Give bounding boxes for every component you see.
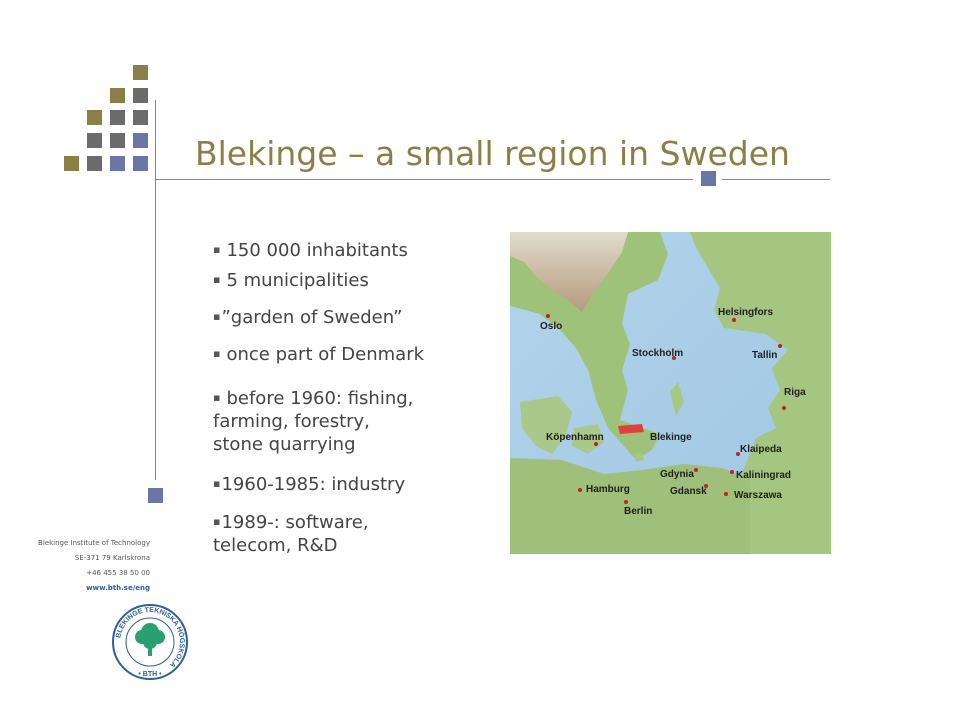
logo-ring-text: BLEKINGE TEKNISKA HÖGSKOLA (115, 606, 186, 669)
bullet-text: stone quarrying (213, 434, 356, 455)
decor-square (133, 110, 148, 125)
bullet-marker: ▪ (213, 243, 221, 256)
slide-title: Blekinge – a small region in Sweden (195, 134, 790, 173)
bullet-item (213, 386, 413, 456)
bullet-marker: ▪ (213, 347, 221, 360)
decor-square (64, 156, 79, 171)
bullet-text: 5 municipalities (226, 270, 369, 291)
city-label: Köpenhamn (546, 432, 604, 443)
bullet-item (213, 238, 408, 262)
logo-tree-trunk (148, 644, 152, 656)
footer-institution: Blekinge Institute of Technology (38, 539, 150, 547)
decor-square (133, 156, 148, 171)
bullet-item (213, 472, 405, 496)
footer-website-link[interactable]: www.bth.se/eng (86, 584, 150, 592)
city-label: Helsingfors (718, 307, 774, 318)
city-dot (730, 470, 734, 474)
bullet-item (213, 342, 424, 366)
decor-square (110, 156, 125, 171)
bullet-text: 1960-1985: industry (221, 474, 406, 495)
bullet-marker: ▪ (213, 310, 221, 323)
bullet-marker: ▪ (213, 477, 221, 490)
city-label: Berlin (624, 506, 653, 517)
city-label: Warszawa (734, 490, 782, 501)
city-label: Kaliningrad (736, 470, 792, 481)
logo-abbr: • BTH • (138, 671, 162, 678)
bullet-text: farming, forestry, (213, 411, 370, 432)
bth-logo (110, 602, 190, 682)
city-label: Oslo (540, 321, 563, 332)
decor-square (110, 110, 125, 125)
decor-square (87, 133, 102, 148)
city-dot (624, 500, 628, 504)
city-label: Blekinge (650, 432, 692, 443)
city-dot (782, 406, 786, 410)
horizontal-rule (155, 179, 693, 180)
city-dot (724, 492, 728, 496)
decor-square (701, 171, 716, 186)
city-dot (694, 468, 698, 472)
city-dot (546, 314, 550, 318)
decor-square (133, 133, 148, 148)
bullet-marker: ▪ (213, 273, 221, 286)
bullet-text: telecom, R&D (213, 535, 338, 556)
bullet-item (213, 510, 369, 557)
bullet-text: once part of Denmark (226, 344, 425, 365)
city-label: Klaipeda (740, 444, 782, 455)
city-dot (778, 344, 782, 348)
city-dot (578, 488, 582, 492)
decor-square (110, 133, 125, 148)
bullet-marker: ▪ (213, 391, 221, 404)
city-label: Stockholm (632, 348, 684, 359)
decor-square (110, 88, 125, 103)
bullet-item (213, 305, 403, 329)
footer-phone: +46 455 38 50 00 (86, 569, 150, 577)
decor-square (87, 110, 102, 125)
city-label: Riga (784, 387, 806, 398)
bullet-text: 1989-: software, (221, 512, 369, 533)
city-label: Gdansk (670, 486, 707, 497)
decor-square (133, 65, 148, 80)
bullet-text: 150 000 inhabitants (226, 240, 408, 261)
bullet-marker: ▪ (213, 515, 221, 528)
city-dot (732, 318, 736, 322)
decor-square (148, 488, 163, 503)
bullet-text: ”garden of Sweden” (221, 307, 403, 328)
bullet-text: before 1960: fishing, (226, 388, 414, 409)
footer-address: SE-371 79 Karlskrona (74, 554, 150, 562)
baltic-map (510, 232, 831, 554)
vertical-rule (155, 100, 156, 480)
horizontal-rule-right (722, 179, 830, 180)
city-label: Gdynia (660, 469, 694, 480)
bullet-item (213, 268, 369, 292)
decor-square (87, 156, 102, 171)
city-label: Hamburg (586, 484, 630, 495)
city-label: Tallin (752, 350, 778, 361)
decor-square (133, 88, 148, 103)
